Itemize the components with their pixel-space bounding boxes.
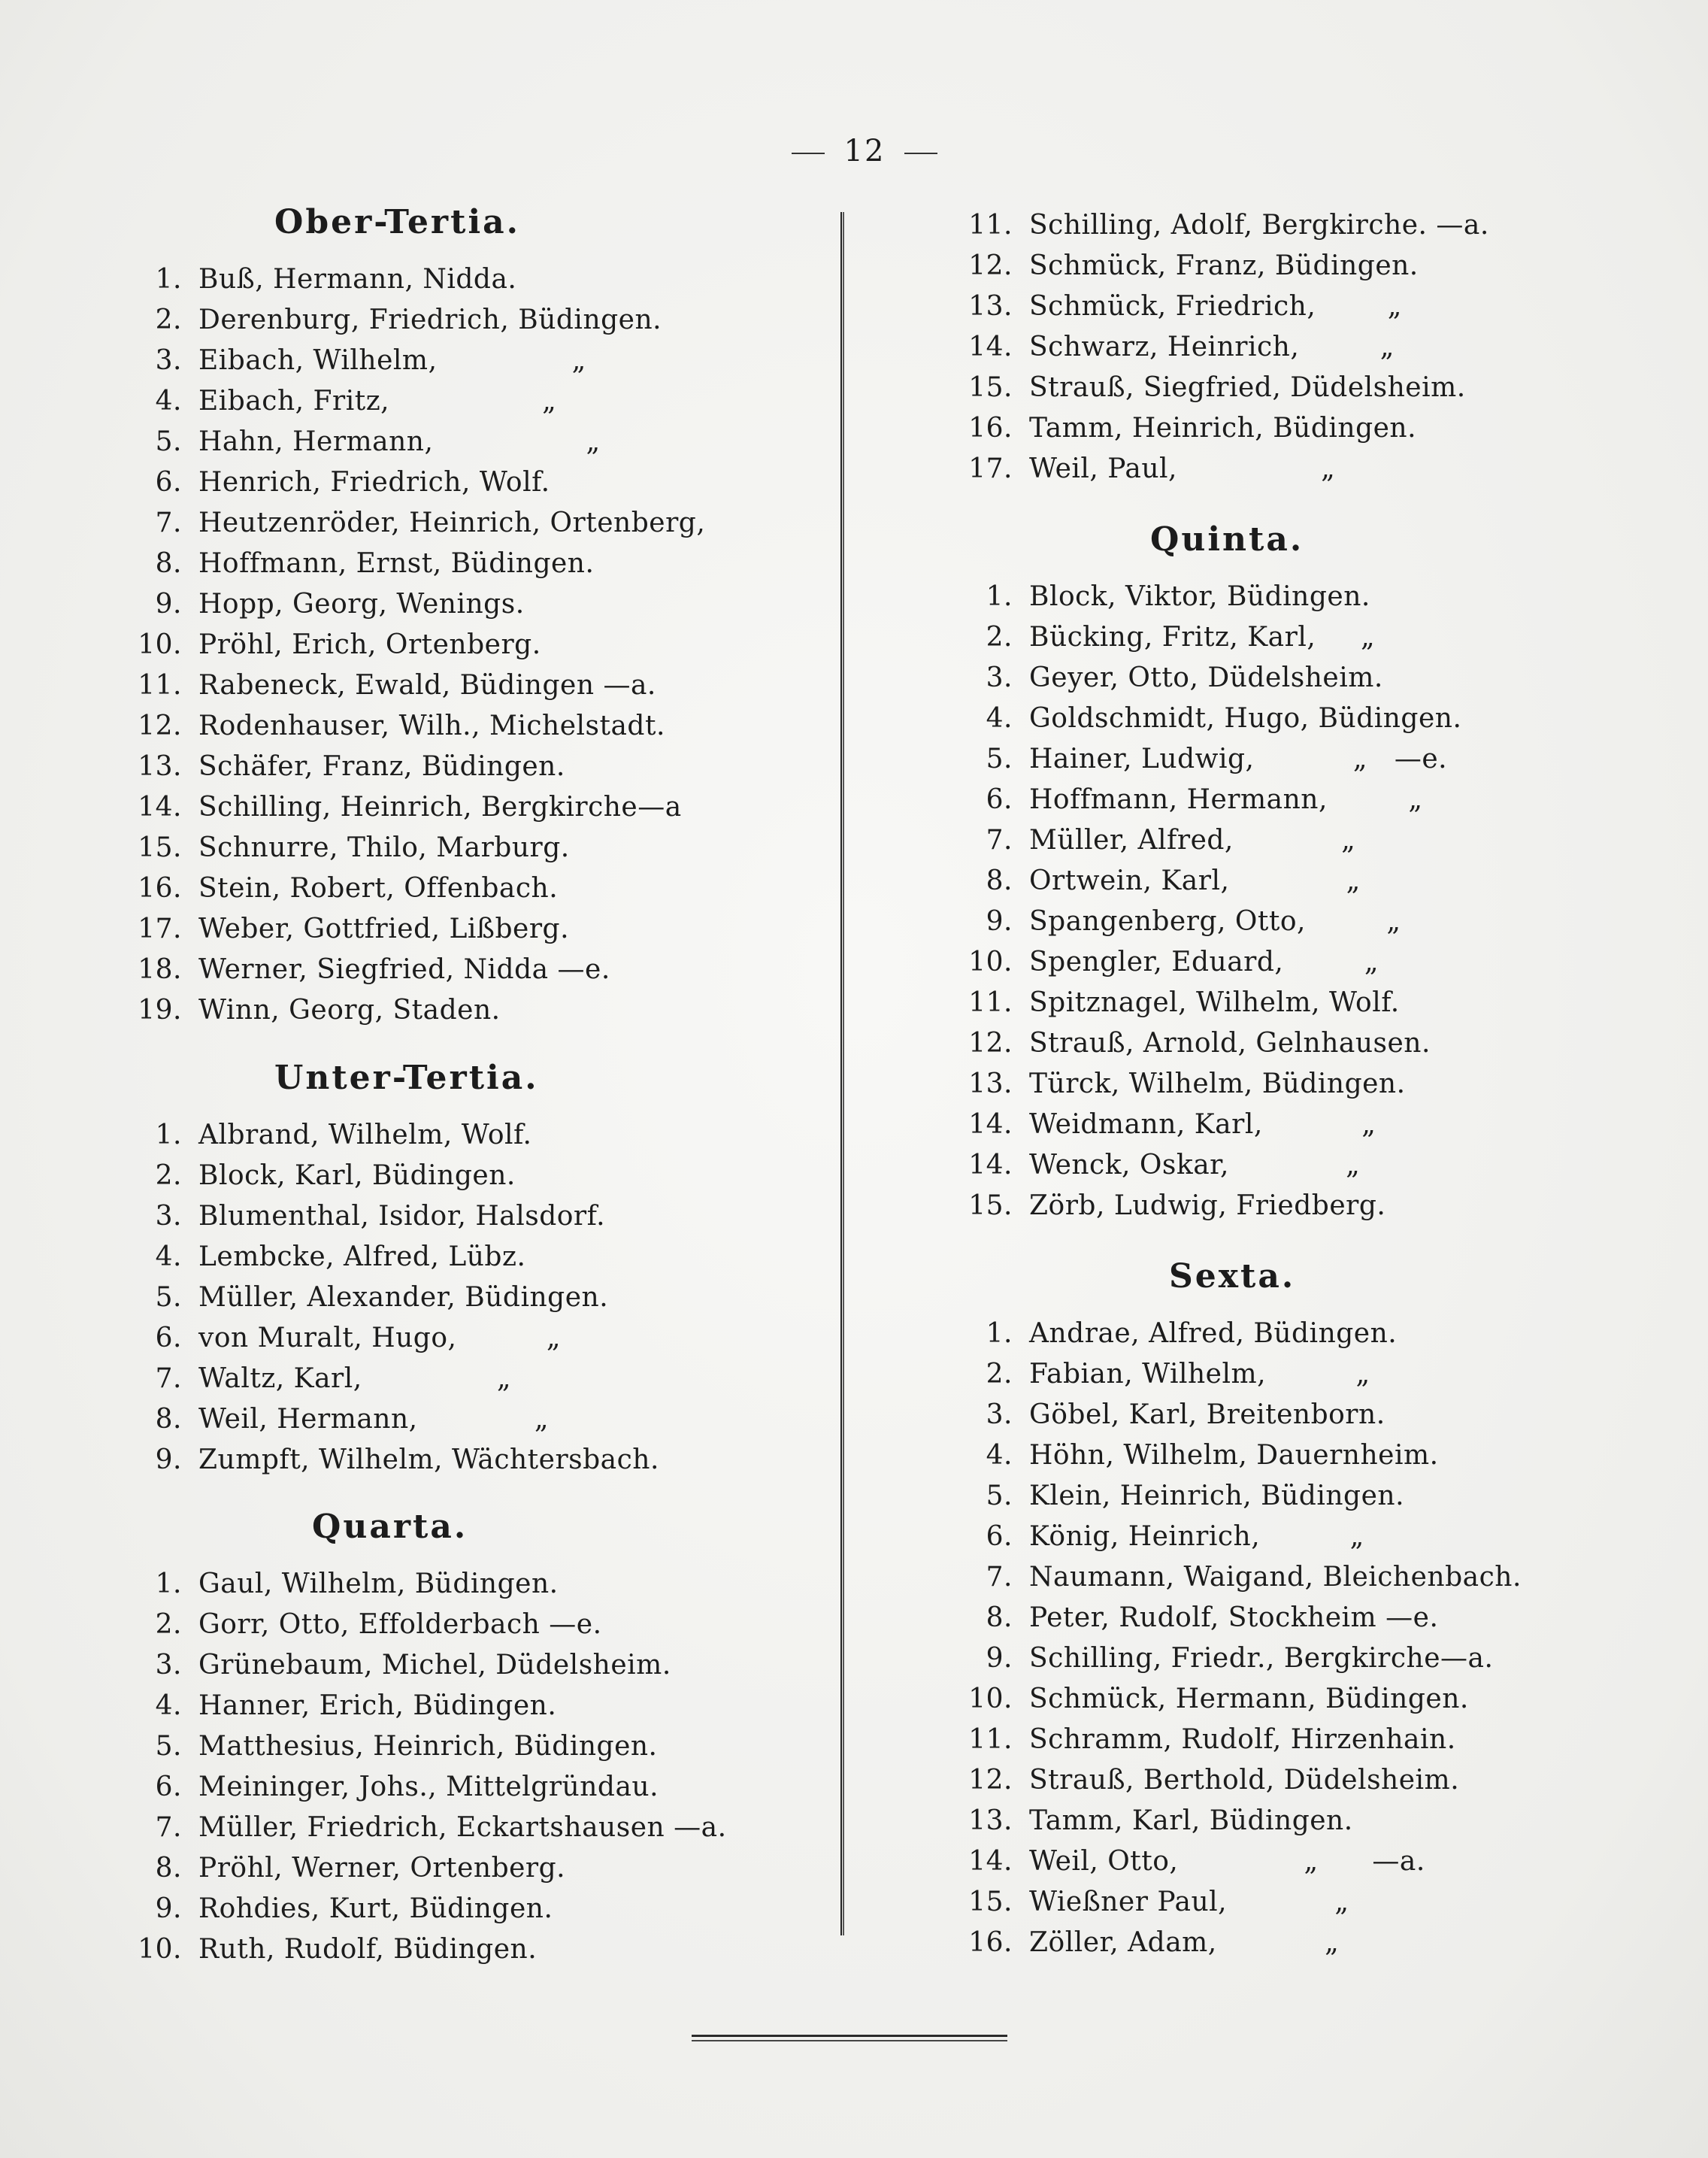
list-item bbox=[135, 1281, 608, 1314]
entry-text: Hanner, Erich, Büdingen. bbox=[198, 1690, 557, 1721]
list-item bbox=[966, 1480, 1404, 1513]
list-item bbox=[135, 1159, 516, 1193]
entry-number: 12. bbox=[968, 1765, 1013, 1796]
list-item bbox=[135, 1444, 659, 1477]
entry-number: 1. bbox=[986, 581, 1013, 612]
entry-text: Schwarz, Heinrich, „ bbox=[1029, 332, 1395, 362]
entry-text: Strauß, Siegfried, Düdelsheim. bbox=[1029, 372, 1466, 403]
entry-text: Tamm, Karl, Büdingen. bbox=[1029, 1805, 1353, 1836]
entry-number: 18. bbox=[138, 954, 182, 985]
list-item bbox=[966, 1027, 1431, 1060]
list-item bbox=[135, 750, 565, 783]
entry-number: 13. bbox=[968, 291, 1013, 322]
entry-number: 2. bbox=[986, 1359, 1013, 1390]
list-item bbox=[966, 580, 1370, 614]
entry-number: 1. bbox=[986, 1318, 1013, 1349]
entry-text: Spangenberg, Otto, „ bbox=[1029, 906, 1401, 937]
entry-text: Ortwein, Karl, „ bbox=[1029, 865, 1361, 896]
entry-number: 7. bbox=[986, 825, 1013, 856]
list-item bbox=[135, 1730, 658, 1763]
entry-text: Hoffmann, Hermann, „ bbox=[1029, 784, 1423, 815]
entry-number: 1. bbox=[155, 264, 182, 295]
entry-number: 9. bbox=[986, 906, 1013, 937]
list-item bbox=[966, 1399, 1385, 1432]
entry-text: Tamm, Heinrich, Büdingen. bbox=[1029, 413, 1417, 444]
entry-number: 8. bbox=[986, 1602, 1013, 1633]
entry-text: Andrae, Alfred, Büdingen. bbox=[1029, 1318, 1398, 1349]
list-item bbox=[135, 1933, 537, 1966]
list-item bbox=[135, 1649, 671, 1682]
entry-text: Lembcke, Alfred, Lübz. bbox=[198, 1241, 526, 1272]
entry-number: 13. bbox=[138, 751, 182, 782]
entry-text: Weil, Hermann, „ bbox=[198, 1404, 550, 1435]
entry-text: Zörb, Ludwig, Friedberg. bbox=[1029, 1190, 1386, 1221]
list-item bbox=[966, 621, 1375, 654]
entry-text: Schilling, Friedr., Bergkirche—a. bbox=[1029, 1643, 1494, 1674]
list-item bbox=[966, 1520, 1364, 1553]
list-item bbox=[135, 1403, 549, 1436]
list-item bbox=[135, 547, 594, 580]
list-item bbox=[135, 588, 525, 621]
entry-number: 6. bbox=[155, 1772, 182, 1802]
entry-number: 15. bbox=[968, 372, 1013, 403]
entry-text: Schäfer, Franz, Büdingen. bbox=[198, 751, 565, 782]
list-item bbox=[135, 1852, 565, 1885]
section-heading: Quinta. bbox=[1150, 520, 1304, 559]
entry-number: 11. bbox=[968, 987, 1013, 1018]
entry-text: Eibach, Wilhelm, „ bbox=[198, 345, 586, 376]
list-item bbox=[966, 371, 1466, 405]
list-item bbox=[966, 783, 1423, 817]
entry-text: Schmück, Franz, Büdingen. bbox=[1029, 250, 1419, 281]
entry-text: Hainer, Ludwig, „ —e. bbox=[1029, 744, 1448, 774]
entry-number: 5. bbox=[155, 1282, 182, 1313]
entry-number: 14. bbox=[138, 792, 182, 823]
entry-number: 9. bbox=[155, 1893, 182, 1924]
list-item bbox=[966, 1439, 1439, 1472]
entry-text: Schilling, Heinrich, Bergkirche—a bbox=[198, 792, 682, 823]
entry-number: 3. bbox=[986, 662, 1013, 693]
entry-number: 11. bbox=[138, 670, 182, 701]
entry-number: 4. bbox=[986, 703, 1013, 734]
entry-text: Heutzenröder, Heinrich, Ortenberg, bbox=[198, 508, 706, 538]
entry-text: Schilling, Adolf, Bergkirche. —a. bbox=[1029, 210, 1489, 241]
entry-number: 5. bbox=[986, 1481, 1013, 1511]
entry-text: Bücking, Fritz, Karl, „ bbox=[1029, 622, 1376, 653]
entry-text: Schmück, Hermann, Büdingen. bbox=[1029, 1684, 1469, 1714]
entry-text: Pröhl, Werner, Ortenberg. bbox=[198, 1853, 566, 1884]
entry-number: 13. bbox=[968, 1805, 1013, 1836]
entry-number: 7. bbox=[155, 1812, 182, 1843]
entry-text: Hopp, Georg, Wenings. bbox=[198, 589, 525, 620]
entry-text: Geyer, Otto, Düdelsheim. bbox=[1029, 662, 1383, 693]
entry-text: Eibach, Fritz, „ bbox=[198, 386, 557, 417]
entry-text: Block, Karl, Büdingen. bbox=[198, 1160, 516, 1191]
entry-text: Gorr, Otto, Effolderbach —e. bbox=[198, 1609, 602, 1640]
list-item bbox=[135, 832, 570, 865]
list-item bbox=[135, 1200, 605, 1233]
entry-number: 5. bbox=[986, 744, 1013, 774]
entry-number: 12. bbox=[968, 1028, 1013, 1059]
entry-number: 2. bbox=[155, 1609, 182, 1640]
list-item bbox=[966, 1068, 1406, 1101]
entry-number: 15. bbox=[138, 832, 182, 863]
entry-text: Grünebaum, Michel, Düdelsheim. bbox=[198, 1650, 671, 1681]
entry-number: 8. bbox=[155, 548, 182, 579]
entry-text: Derenburg, Friedrich, Büdingen. bbox=[198, 305, 662, 335]
section-heading: Sexta. bbox=[1169, 1257, 1296, 1296]
entry-text: Stein, Robert, Offenbach. bbox=[198, 873, 559, 904]
entry-text: Rohdies, Kurt, Büdingen. bbox=[198, 1893, 553, 1924]
entry-text: Pröhl, Erich, Ortenberg. bbox=[198, 629, 541, 660]
list-item bbox=[135, 1322, 561, 1355]
entry-number: 3. bbox=[155, 1201, 182, 1232]
list-item bbox=[966, 1317, 1397, 1350]
list-item bbox=[135, 507, 705, 540]
entry-text: Strauß, Arnold, Gelnhausen. bbox=[1029, 1028, 1431, 1059]
list-item bbox=[135, 1690, 556, 1723]
list-item bbox=[966, 1805, 1353, 1838]
list-item bbox=[966, 1683, 1469, 1716]
entry-number: 12. bbox=[968, 250, 1013, 281]
entry-number: 7. bbox=[155, 1363, 182, 1394]
list-item bbox=[135, 1568, 559, 1601]
entry-number: 14. bbox=[968, 1846, 1013, 1877]
entry-text: Hahn, Hermann, „ bbox=[198, 426, 601, 457]
entry-text: Goldschmidt, Hugo, Büdingen. bbox=[1029, 703, 1462, 734]
list-item bbox=[135, 994, 501, 1027]
entry-text: Waltz, Karl, „ bbox=[198, 1363, 511, 1394]
list-item bbox=[966, 702, 1461, 735]
entry-text: Albrand, Wilhelm, Wolf. bbox=[198, 1120, 532, 1150]
list-item bbox=[966, 865, 1361, 898]
list-item bbox=[966, 1764, 1459, 1797]
entry-text: Hoffmann, Ernst, Büdingen. bbox=[198, 548, 595, 579]
entry-number: 2. bbox=[155, 305, 182, 335]
list-item bbox=[966, 1845, 1425, 1878]
entry-text: Peter, Rudolf, Stockheim —e. bbox=[1029, 1602, 1439, 1633]
entry-text: Müller, Alfred, „ bbox=[1029, 825, 1356, 856]
section-heading: Unter-Tertia. bbox=[274, 1059, 539, 1097]
entry-number: 17. bbox=[968, 453, 1013, 484]
entry-text: Winn, Georg, Staden. bbox=[198, 995, 501, 1026]
entry-number: 8. bbox=[155, 1853, 182, 1884]
list-item bbox=[135, 1362, 511, 1396]
entry-text: Meininger, Johs., Mittelgründau. bbox=[198, 1772, 659, 1802]
entry-text: Weidmann, Karl, „ bbox=[1029, 1109, 1376, 1140]
list-item bbox=[135, 872, 558, 905]
entry-text: Rodenhauser, Wilh., Michelstadt. bbox=[198, 711, 665, 741]
entry-number: 10. bbox=[138, 629, 182, 660]
entry-text: Wießner Paul, „ bbox=[1029, 1887, 1349, 1917]
list-item bbox=[135, 953, 610, 987]
entry-text: Wenck, Oskar, „ bbox=[1029, 1150, 1361, 1181]
entry-number: 16. bbox=[968, 413, 1013, 444]
entry-text: Türck, Wilhelm, Büdingen. bbox=[1029, 1068, 1406, 1099]
list-item bbox=[135, 263, 516, 296]
entry-number: 7. bbox=[155, 508, 182, 538]
entry-number: 14. bbox=[968, 1109, 1013, 1140]
entry-text: Buß, Hermann, Nidda. bbox=[198, 264, 517, 295]
list-item bbox=[966, 743, 1447, 776]
entry-text: Müller, Alexander, Büdingen. bbox=[198, 1282, 609, 1313]
entry-text: Blumenthal, Isidor, Halsdorf. bbox=[198, 1201, 606, 1232]
entry-number: 19. bbox=[138, 995, 182, 1026]
entry-number: 15. bbox=[968, 1190, 1013, 1221]
entry-number: 12. bbox=[138, 711, 182, 741]
list-item bbox=[135, 466, 550, 499]
entry-text: Göbel, Karl, Breitenborn. bbox=[1029, 1399, 1385, 1430]
entry-number: 8. bbox=[155, 1404, 182, 1435]
list-item bbox=[135, 913, 569, 946]
entry-number: 8. bbox=[986, 865, 1013, 896]
list-item bbox=[966, 1926, 1339, 1959]
list-item bbox=[966, 1190, 1385, 1223]
entry-number: 3. bbox=[155, 345, 182, 376]
entry-text: Fabian, Wilhelm, „ bbox=[1029, 1359, 1370, 1390]
entry-text: Höhn, Wilhelm, Dauernheim. bbox=[1029, 1440, 1439, 1471]
list-item bbox=[966, 412, 1416, 445]
entry-number: 9. bbox=[155, 1444, 182, 1475]
list-item bbox=[966, 331, 1395, 364]
entry-number: 10. bbox=[138, 1934, 182, 1965]
entry-number: 11. bbox=[968, 210, 1013, 241]
entry-number: 1. bbox=[155, 1568, 182, 1599]
page-number: 12 bbox=[767, 134, 962, 168]
entry-text: Gaul, Wilhelm, Büdingen. bbox=[198, 1568, 559, 1599]
entry-number: 9. bbox=[155, 589, 182, 620]
list-item bbox=[966, 946, 1379, 979]
list-item bbox=[135, 791, 682, 824]
entry-text: Werner, Siegfried, Nidda —e. bbox=[198, 954, 610, 985]
list-item bbox=[135, 385, 556, 418]
entry-number: 6. bbox=[155, 467, 182, 498]
list-item bbox=[135, 669, 656, 702]
list-item bbox=[135, 304, 662, 337]
entry-number: 14. bbox=[968, 1150, 1013, 1181]
entry-number: 3. bbox=[986, 1399, 1013, 1430]
entry-number: 1. bbox=[155, 1120, 182, 1150]
list-item bbox=[966, 1561, 1522, 1594]
entry-number: 4. bbox=[155, 1690, 182, 1721]
entry-text: Zöller, Adam, „ bbox=[1029, 1927, 1340, 1958]
entry-number: 10. bbox=[968, 1684, 1013, 1714]
entry-text: Schnurre, Thilo, Marburg. bbox=[198, 832, 570, 863]
list-item bbox=[966, 453, 1335, 486]
entry-text: Weil, Otto, „ —a. bbox=[1029, 1846, 1425, 1877]
entry-number: 4. bbox=[986, 1440, 1013, 1471]
entry-number: 16. bbox=[138, 873, 182, 904]
entry-number: 7. bbox=[986, 1562, 1013, 1593]
list-item bbox=[966, 250, 1419, 283]
entry-number: 6. bbox=[986, 784, 1013, 815]
list-item bbox=[966, 1108, 1376, 1141]
list-item bbox=[135, 1771, 659, 1804]
entry-number: 9. bbox=[986, 1643, 1013, 1674]
entry-text: Spitznagel, Wilhelm, Wolf. bbox=[1029, 987, 1400, 1018]
list-item bbox=[966, 987, 1400, 1020]
list-item bbox=[135, 1241, 525, 1274]
entry-number: 17. bbox=[138, 914, 182, 944]
entry-number: 6. bbox=[986, 1521, 1013, 1552]
entry-text: Henrich, Friedrich, Wolf. bbox=[198, 467, 550, 498]
entry-text: Zumpft, Wilhelm, Wächtersbach. bbox=[198, 1444, 659, 1475]
entry-number: 5. bbox=[155, 426, 182, 457]
entry-text: Naumann, Waigand, Bleichenbach. bbox=[1029, 1562, 1522, 1593]
list-item bbox=[966, 1886, 1349, 1919]
entry-text: Klein, Heinrich, Büdingen. bbox=[1029, 1481, 1405, 1511]
entry-text: von Muralt, Hugo, „ bbox=[198, 1323, 562, 1353]
entry-number: 3. bbox=[155, 1650, 182, 1681]
entry-number: 4. bbox=[155, 386, 182, 417]
list-item bbox=[135, 1608, 602, 1641]
entry-number: 13. bbox=[968, 1068, 1013, 1099]
entry-text: Schramm, Rudolf, Hirzenhain. bbox=[1029, 1724, 1456, 1755]
entry-text: Block, Viktor, Büdingen. bbox=[1029, 581, 1370, 612]
entry-number: 5. bbox=[155, 1731, 182, 1762]
entry-number: 2. bbox=[155, 1160, 182, 1191]
entry-number: 11. bbox=[968, 1724, 1013, 1755]
entry-text: Spengler, Eduard, „ bbox=[1029, 947, 1379, 977]
list-item bbox=[135, 1893, 553, 1926]
list-item bbox=[966, 1358, 1370, 1391]
list-item bbox=[966, 1642, 1493, 1675]
entry-text: Rabeneck, Ewald, Büdingen —a. bbox=[198, 670, 656, 701]
entry-text: Müller, Friedrich, Eckartshausen —a. bbox=[198, 1812, 727, 1843]
list-item bbox=[135, 629, 541, 662]
column-divider bbox=[840, 212, 844, 1935]
section-heading: Quarta. bbox=[312, 1508, 468, 1546]
bottom-rule bbox=[692, 2035, 1007, 2041]
list-item bbox=[966, 290, 1402, 323]
list-item bbox=[966, 824, 1355, 857]
list-item bbox=[966, 1149, 1360, 1182]
list-item bbox=[966, 662, 1383, 695]
list-item bbox=[966, 905, 1401, 938]
entry-number: 15. bbox=[968, 1887, 1013, 1917]
entry-text: Weber, Gottfried, Lißberg. bbox=[198, 914, 570, 944]
list-item bbox=[135, 1119, 532, 1152]
list-item bbox=[135, 344, 586, 377]
entry-number: 6. bbox=[155, 1323, 182, 1353]
list-item bbox=[135, 1811, 727, 1844]
entry-number: 4. bbox=[155, 1241, 182, 1272]
list-item bbox=[966, 1602, 1438, 1635]
list-item bbox=[966, 209, 1489, 242]
entry-number: 2. bbox=[986, 622, 1013, 653]
entry-text: Ruth, Rudolf, Büdingen. bbox=[198, 1934, 538, 1965]
entry-number: 10. bbox=[968, 947, 1013, 977]
list-item bbox=[135, 426, 601, 459]
entry-text: Schmück, Friedrich, „ bbox=[1029, 291, 1402, 322]
entry-text: Strauß, Berthold, Düdelsheim. bbox=[1029, 1765, 1460, 1796]
section-heading: Ober-Tertia. bbox=[274, 203, 520, 241]
entry-text: Matthesius, Heinrich, Büdingen. bbox=[198, 1731, 658, 1762]
list-item bbox=[966, 1723, 1456, 1756]
entry-text: König, Heinrich, „ bbox=[1029, 1521, 1364, 1552]
entry-text: Weil, Paul, „ bbox=[1029, 453, 1336, 484]
entry-number: 16. bbox=[968, 1927, 1013, 1958]
entry-number: 14. bbox=[968, 332, 1013, 362]
list-item bbox=[135, 710, 665, 743]
